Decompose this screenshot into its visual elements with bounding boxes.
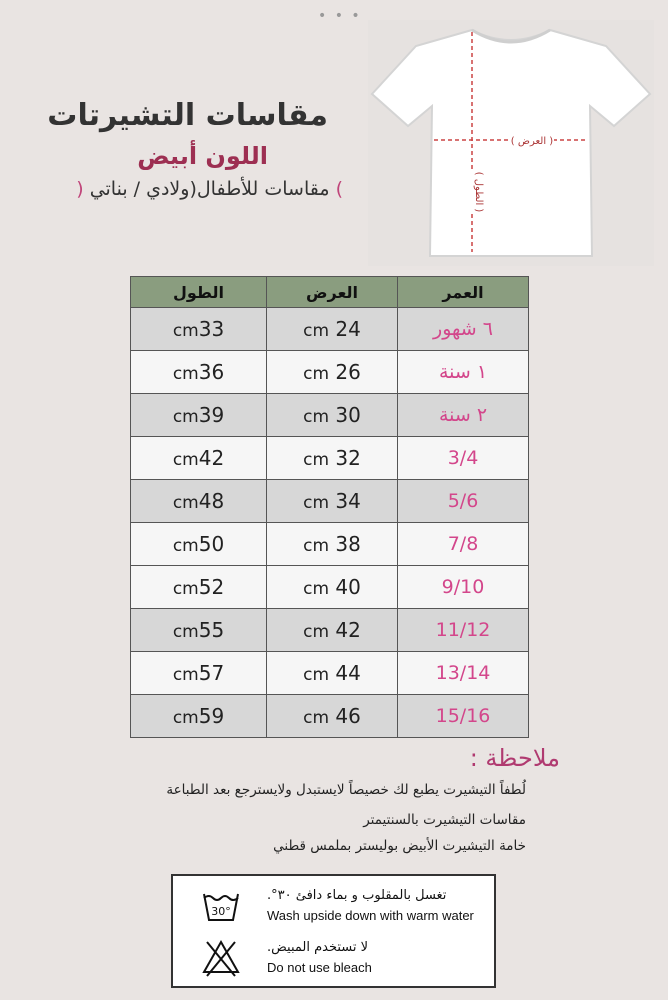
bleach-text-ar: لا تستخدم المبيض.	[267, 940, 369, 955]
width-cell: cm 42	[267, 609, 398, 652]
table-row	[131, 566, 529, 609]
table-row	[131, 480, 529, 523]
bleach-text-en: Do not use bleach	[267, 960, 372, 975]
age-cell: 5/6	[398, 480, 529, 523]
no-bleach-icon	[201, 938, 241, 978]
size-table	[130, 276, 529, 738]
length-cell: cm50	[131, 523, 267, 566]
width-cell: cm 46	[267, 695, 398, 738]
tshirt-diagram	[368, 20, 654, 266]
age-cell: 9/10	[398, 566, 529, 609]
drag-handle-dots: • • •	[318, 8, 362, 24]
age-cell: 11/12	[398, 609, 529, 652]
care-instructions-box	[171, 874, 496, 988]
width-cell: cm 32	[267, 437, 398, 480]
length-cell: cm39	[131, 394, 267, 437]
paren-open: (	[76, 178, 84, 200]
paren-close: )	[335, 178, 343, 200]
width-cell: cm 26	[267, 351, 398, 394]
width-cell: cm 24	[267, 308, 398, 351]
length-cell: cm36	[131, 351, 267, 394]
wash-instruction-row	[173, 884, 494, 932]
length-cell: cm33	[131, 308, 267, 351]
table-row	[131, 609, 529, 652]
table-row	[131, 351, 529, 394]
age-cell: 7/8	[398, 523, 529, 566]
length-cell: cm59	[131, 695, 267, 738]
kids-sizes-label	[76, 178, 343, 200]
kids-sizes-text: مقاسات للأطفال(ولادي / بناتي	[89, 178, 330, 200]
age-cell: 3/4	[398, 437, 529, 480]
header-width: العرض	[267, 277, 398, 308]
table-row	[131, 523, 529, 566]
width-cell: cm 40	[267, 566, 398, 609]
table-row	[131, 437, 529, 480]
length-cell: cm57	[131, 652, 267, 695]
width-cell: cm 34	[267, 480, 398, 523]
width-cell: cm 30	[267, 394, 398, 437]
length-label: ( الطول )	[473, 171, 484, 213]
note-line-2: مقاسات التيشيرت بالسنتيمتر	[363, 812, 526, 828]
age-cell: ١ سنة	[398, 351, 529, 394]
note-line-3: خامة التيشيرت الأبيض بوليستر بملمس قطني	[273, 838, 526, 854]
length-cell: cm48	[131, 480, 267, 523]
width-cell: cm 38	[267, 523, 398, 566]
svg-text:30°: 30°	[211, 905, 231, 918]
note-title: ملاحظة :	[469, 744, 560, 772]
age-cell: 13/14	[398, 652, 529, 695]
table-row	[131, 652, 529, 695]
table-row	[131, 394, 529, 437]
wash-text-en: Wash upside down with warm water	[267, 908, 474, 923]
header-length: الطول	[131, 277, 267, 308]
wash-text-ar: تغسل بالمقلوب و بماء دافئ ٣٠°.	[267, 888, 447, 903]
length-cell: cm55	[131, 609, 267, 652]
wash-30-icon	[201, 886, 241, 926]
table-header-row	[131, 277, 529, 308]
age-cell: ٢ سنة	[398, 394, 529, 437]
header-age: العمر	[398, 277, 529, 308]
table-row	[131, 308, 529, 351]
age-cell: 15/16	[398, 695, 529, 738]
bleach-instruction-row	[173, 934, 494, 982]
width-label: ( العرض )	[510, 136, 554, 147]
color-label: اللون أبيض	[137, 142, 268, 170]
note-line-1: لُطفاً التيشيرت يطبع لك خصيصاً لايستبدل ولايسترجع بعد الطباعة	[166, 782, 526, 798]
table-row	[131, 695, 529, 738]
length-cell: cm52	[131, 566, 267, 609]
width-cell: cm 44	[267, 652, 398, 695]
page-title: مقاسات التشيرتات	[47, 98, 328, 133]
length-cell: cm42	[131, 437, 267, 480]
age-cell: ٦ شهور	[398, 308, 529, 351]
